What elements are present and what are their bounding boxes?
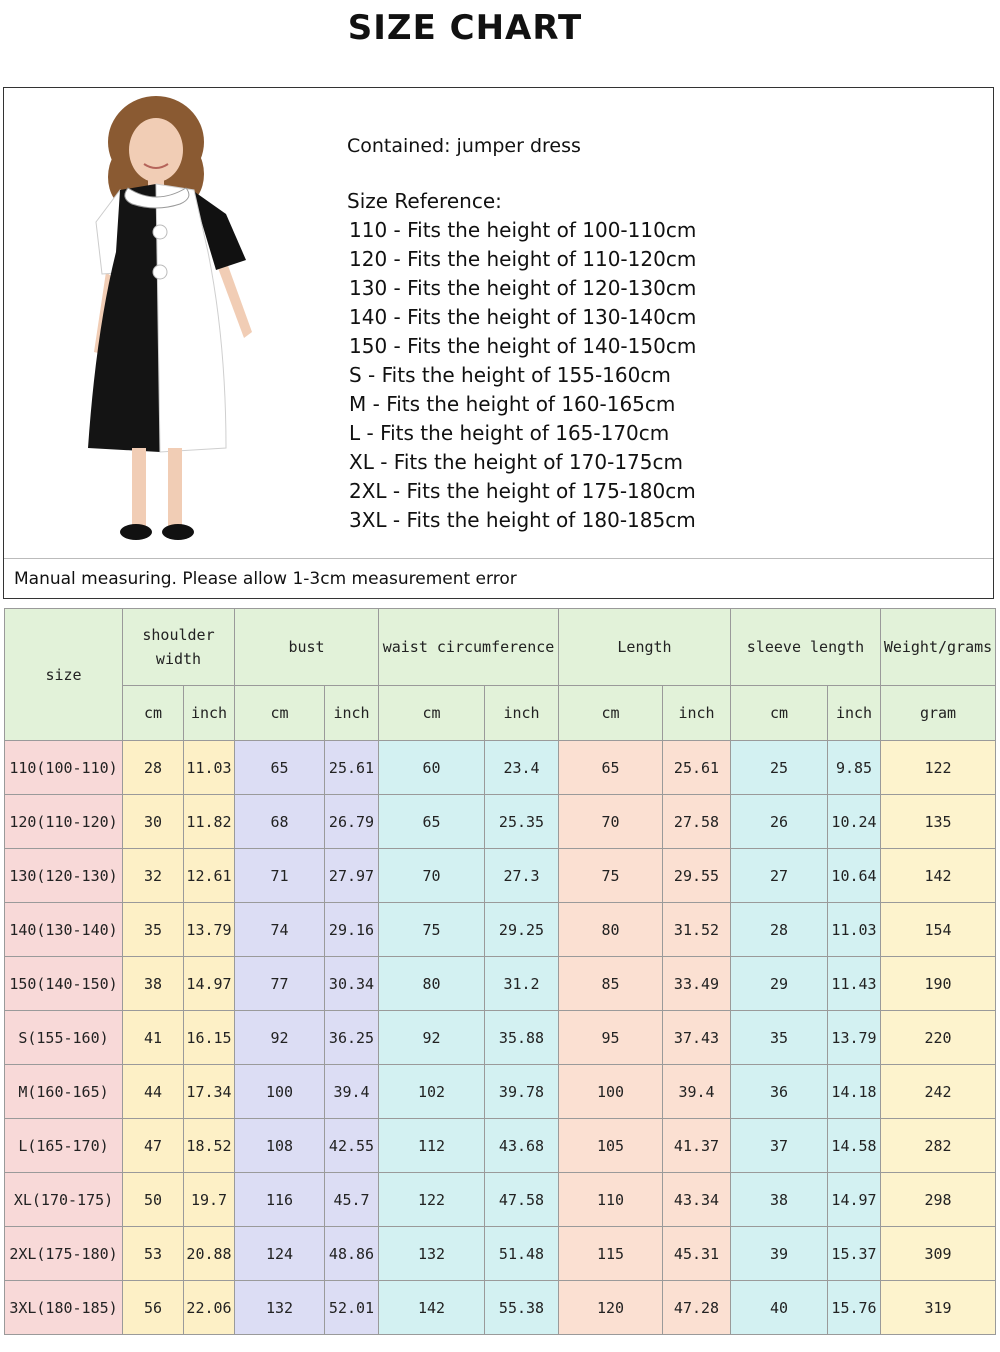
- size-reference-item: 130 - Fits the height of 120-130cm: [349, 276, 697, 300]
- cell-weight-gram: 220: [881, 1011, 996, 1065]
- cell-bust-inch: 52.01: [325, 1281, 379, 1335]
- cell-bust-cm: 65: [235, 741, 325, 795]
- cell-waist-inch: 29.25: [485, 903, 559, 957]
- unit-gram: gram: [881, 686, 996, 741]
- cell-size: 2XL(175-180): [5, 1227, 123, 1281]
- cell-length-inch: 47.28: [663, 1281, 731, 1335]
- cell-sleeve-inch: 15.76: [828, 1281, 881, 1335]
- cell-waist-cm: 70: [379, 849, 485, 903]
- header-size: size: [5, 609, 123, 741]
- model-photo: [76, 92, 272, 556]
- cell-weight-gram: 282: [881, 1119, 996, 1173]
- cell-waist-inch: 51.48: [485, 1227, 559, 1281]
- cell-bust-cm: 124: [235, 1227, 325, 1281]
- cell-sleeve-inch: 10.64: [828, 849, 881, 903]
- cell-bust-cm: 68: [235, 795, 325, 849]
- size-reference-list: [349, 216, 696, 535]
- unit-cm: cm: [731, 686, 828, 741]
- cell-weight-gram: 242: [881, 1065, 996, 1119]
- size-reference-item: S - Fits the height of 155-160cm: [349, 363, 671, 387]
- cell-sleeve-cm: 38: [731, 1173, 828, 1227]
- cell-shoulder-cm: 50: [123, 1173, 184, 1227]
- cell-bust-cm: 92: [235, 1011, 325, 1065]
- cell-sleeve-inch: 10.24: [828, 795, 881, 849]
- header-shoulder-width: shoulder width: [123, 609, 235, 686]
- cell-length-inch: 45.31: [663, 1227, 731, 1281]
- cell-sleeve-inch: 13.79: [828, 1011, 881, 1065]
- measurement-note: Manual measuring. Please allow 1-3cm measurement error: [14, 569, 517, 589]
- cell-size: S(155-160): [5, 1011, 123, 1065]
- cell-size: L(165-170): [5, 1119, 123, 1173]
- unit-inch: inch: [663, 686, 731, 741]
- unit-cm: cm: [235, 686, 325, 741]
- table-row: [5, 849, 996, 903]
- cell-length-cm: 120: [559, 1281, 663, 1335]
- cell-weight-gram: 319: [881, 1281, 996, 1335]
- cell-size: 120(110-120): [5, 795, 123, 849]
- cell-waist-cm: 60: [379, 741, 485, 795]
- cell-sleeve-cm: 37: [731, 1119, 828, 1173]
- size-reference-item: 110 - Fits the height of 100-110cm: [349, 218, 697, 242]
- cell-size: 140(130-140): [5, 903, 123, 957]
- cell-bust-inch: 36.25: [325, 1011, 379, 1065]
- cell-bust-inch: 25.61: [325, 741, 379, 795]
- page-title: SIZE CHART: [347, 8, 583, 48]
- cell-waist-inch: 23.4: [485, 741, 559, 795]
- cell-size: 130(120-130): [5, 849, 123, 903]
- cell-length-cm: 110: [559, 1173, 663, 1227]
- size-reference-item: L - Fits the height of 165-170cm: [349, 421, 670, 445]
- header-waist: waist circumference: [379, 609, 559, 686]
- cell-bust-inch: 42.55: [325, 1119, 379, 1173]
- cell-length-cm: 80: [559, 903, 663, 957]
- cell-shoulder-inch: 22.06: [184, 1281, 235, 1335]
- cell-waist-cm: 102: [379, 1065, 485, 1119]
- header-length: Length: [559, 609, 731, 686]
- cell-length-cm: 115: [559, 1227, 663, 1281]
- cell-bust-cm: 108: [235, 1119, 325, 1173]
- size-reference-item: M - Fits the height of 160-165cm: [349, 392, 676, 416]
- cell-bust-cm: 116: [235, 1173, 325, 1227]
- cell-sleeve-cm: 40: [731, 1281, 828, 1335]
- cell-shoulder-inch: 14.97: [184, 957, 235, 1011]
- size-reference-item: 150 - Fits the height of 140-150cm: [349, 334, 697, 358]
- cell-waist-inch: 25.35: [485, 795, 559, 849]
- cell-size: XL(170-175): [5, 1173, 123, 1227]
- unit-cm: cm: [123, 686, 184, 741]
- cell-shoulder-cm: 38: [123, 957, 184, 1011]
- cell-length-cm: 105: [559, 1119, 663, 1173]
- cell-weight-gram: 309: [881, 1227, 996, 1281]
- size-chart-body: [5, 741, 996, 1335]
- cell-length-inch: 27.58: [663, 795, 731, 849]
- cell-shoulder-inch: 11.82: [184, 795, 235, 849]
- cell-shoulder-cm: 32: [123, 849, 184, 903]
- header-bust: bust: [235, 609, 379, 686]
- cell-waist-inch: 55.38: [485, 1281, 559, 1335]
- info-divider: [4, 558, 993, 559]
- table-row: [5, 957, 996, 1011]
- cell-waist-inch: 27.3: [485, 849, 559, 903]
- table-row: [5, 1119, 996, 1173]
- cell-bust-inch: 39.4: [325, 1065, 379, 1119]
- cell-sleeve-cm: 27: [731, 849, 828, 903]
- table-row: [5, 903, 996, 957]
- cell-waist-cm: 142: [379, 1281, 485, 1335]
- cell-bust-cm: 71: [235, 849, 325, 903]
- cell-sleeve-inch: 9.85: [828, 741, 881, 795]
- cell-sleeve-cm: 35: [731, 1011, 828, 1065]
- size-reference-item: 120 - Fits the height of 110-120cm: [349, 247, 697, 271]
- cell-weight-gram: 122: [881, 741, 996, 795]
- cell-shoulder-inch: 20.88: [184, 1227, 235, 1281]
- cell-length-inch: 37.43: [663, 1011, 731, 1065]
- cell-shoulder-inch: 17.34: [184, 1065, 235, 1119]
- cell-sleeve-cm: 39: [731, 1227, 828, 1281]
- cell-shoulder-inch: 11.03: [184, 741, 235, 795]
- cell-sleeve-inch: 15.37: [828, 1227, 881, 1281]
- table-row: [5, 1065, 996, 1119]
- cell-shoulder-inch: 13.79: [184, 903, 235, 957]
- cell-size: 3XL(180-185): [5, 1281, 123, 1335]
- cell-weight-gram: 142: [881, 849, 996, 903]
- cell-bust-cm: 100: [235, 1065, 325, 1119]
- cell-shoulder-cm: 44: [123, 1065, 184, 1119]
- cell-sleeve-inch: 11.43: [828, 957, 881, 1011]
- cell-bust-inch: 27.97: [325, 849, 379, 903]
- cell-length-inch: 39.4: [663, 1065, 731, 1119]
- cell-sleeve-cm: 28: [731, 903, 828, 957]
- table-row: [5, 1173, 996, 1227]
- cell-bust-cm: 77: [235, 957, 325, 1011]
- cell-length-inch: 31.52: [663, 903, 731, 957]
- cell-length-inch: 29.55: [663, 849, 731, 903]
- cell-length-inch: 41.37: [663, 1119, 731, 1173]
- cell-waist-inch: 31.2: [485, 957, 559, 1011]
- table-row: [5, 1281, 996, 1335]
- cell-shoulder-cm: 56: [123, 1281, 184, 1335]
- cell-size: M(160-165): [5, 1065, 123, 1119]
- unit-cm: cm: [559, 686, 663, 741]
- product-info-box: [3, 87, 994, 599]
- cell-shoulder-inch: 16.15: [184, 1011, 235, 1065]
- contained-text: Contained: jumper dress: [347, 135, 581, 157]
- cell-shoulder-inch: 12.61: [184, 849, 235, 903]
- cell-waist-inch: 47.58: [485, 1173, 559, 1227]
- cell-shoulder-cm: 30: [123, 795, 184, 849]
- cell-bust-inch: 29.16: [325, 903, 379, 957]
- cell-length-cm: 100: [559, 1065, 663, 1119]
- cell-shoulder-cm: 28: [123, 741, 184, 795]
- cell-waist-cm: 112: [379, 1119, 485, 1173]
- size-reference-item: XL - Fits the height of 170-175cm: [349, 450, 683, 474]
- unit-inch: inch: [485, 686, 559, 741]
- table-row: [5, 1011, 996, 1065]
- size-reference-title: Size Reference:: [347, 189, 502, 213]
- header-weight: Weight/grams: [881, 609, 996, 686]
- cell-bust-inch: 48.86: [325, 1227, 379, 1281]
- cell-length-cm: 85: [559, 957, 663, 1011]
- table-row: [5, 741, 996, 795]
- cell-waist-inch: 43.68: [485, 1119, 559, 1173]
- cell-sleeve-cm: 36: [731, 1065, 828, 1119]
- size-reference-item: 3XL - Fits the height of 180-185cm: [349, 508, 696, 532]
- size-reference-item: 2XL - Fits the height of 175-180cm: [349, 479, 696, 503]
- cell-waist-cm: 65: [379, 795, 485, 849]
- cell-length-cm: 65: [559, 741, 663, 795]
- cell-waist-cm: 75: [379, 903, 485, 957]
- cell-bust-inch: 26.79: [325, 795, 379, 849]
- cell-waist-inch: 35.88: [485, 1011, 559, 1065]
- cell-length-inch: 33.49: [663, 957, 731, 1011]
- cell-shoulder-cm: 35: [123, 903, 184, 957]
- unit-inch: inch: [828, 686, 881, 741]
- cell-sleeve-cm: 29: [731, 957, 828, 1011]
- cell-waist-cm: 92: [379, 1011, 485, 1065]
- cell-waist-inch: 39.78: [485, 1065, 559, 1119]
- unit-inch: inch: [184, 686, 235, 741]
- cell-shoulder-cm: 47: [123, 1119, 184, 1173]
- cell-weight-gram: 298: [881, 1173, 996, 1227]
- cell-bust-inch: 45.7: [325, 1173, 379, 1227]
- cell-bust-cm: 74: [235, 903, 325, 957]
- table-row: [5, 795, 996, 849]
- cell-weight-gram: 154: [881, 903, 996, 957]
- cell-sleeve-inch: 14.97: [828, 1173, 881, 1227]
- size-reference-item: 140 - Fits the height of 130-140cm: [349, 305, 697, 329]
- cell-weight-gram: 135: [881, 795, 996, 849]
- cell-size: 110(100-110): [5, 741, 123, 795]
- cell-length-cm: 95: [559, 1011, 663, 1065]
- cell-shoulder-inch: 19.7: [184, 1173, 235, 1227]
- cell-length-cm: 70: [559, 795, 663, 849]
- size-chart-table: [4, 608, 996, 1335]
- cell-shoulder-inch: 18.52: [184, 1119, 235, 1173]
- cell-waist-cm: 122: [379, 1173, 485, 1227]
- cell-size: 150(140-150): [5, 957, 123, 1011]
- cell-sleeve-inch: 14.18: [828, 1065, 881, 1119]
- cell-length-cm: 75: [559, 849, 663, 903]
- cell-weight-gram: 190: [881, 957, 996, 1011]
- header-sleeve-length: sleeve length: [731, 609, 881, 686]
- cell-sleeve-cm: 25: [731, 741, 828, 795]
- cell-bust-cm: 132: [235, 1281, 325, 1335]
- cell-sleeve-inch: 11.03: [828, 903, 881, 957]
- cell-waist-cm: 80: [379, 957, 485, 1011]
- unit-cm: cm: [379, 686, 485, 741]
- cell-length-inch: 43.34: [663, 1173, 731, 1227]
- table-row: [5, 1227, 996, 1281]
- cell-bust-inch: 30.34: [325, 957, 379, 1011]
- cell-waist-cm: 132: [379, 1227, 485, 1281]
- cell-sleeve-inch: 14.58: [828, 1119, 881, 1173]
- cell-length-inch: 25.61: [663, 741, 731, 795]
- cell-shoulder-cm: 41: [123, 1011, 184, 1065]
- unit-inch: inch: [325, 686, 379, 741]
- cell-shoulder-cm: 53: [123, 1227, 184, 1281]
- cell-sleeve-cm: 26: [731, 795, 828, 849]
